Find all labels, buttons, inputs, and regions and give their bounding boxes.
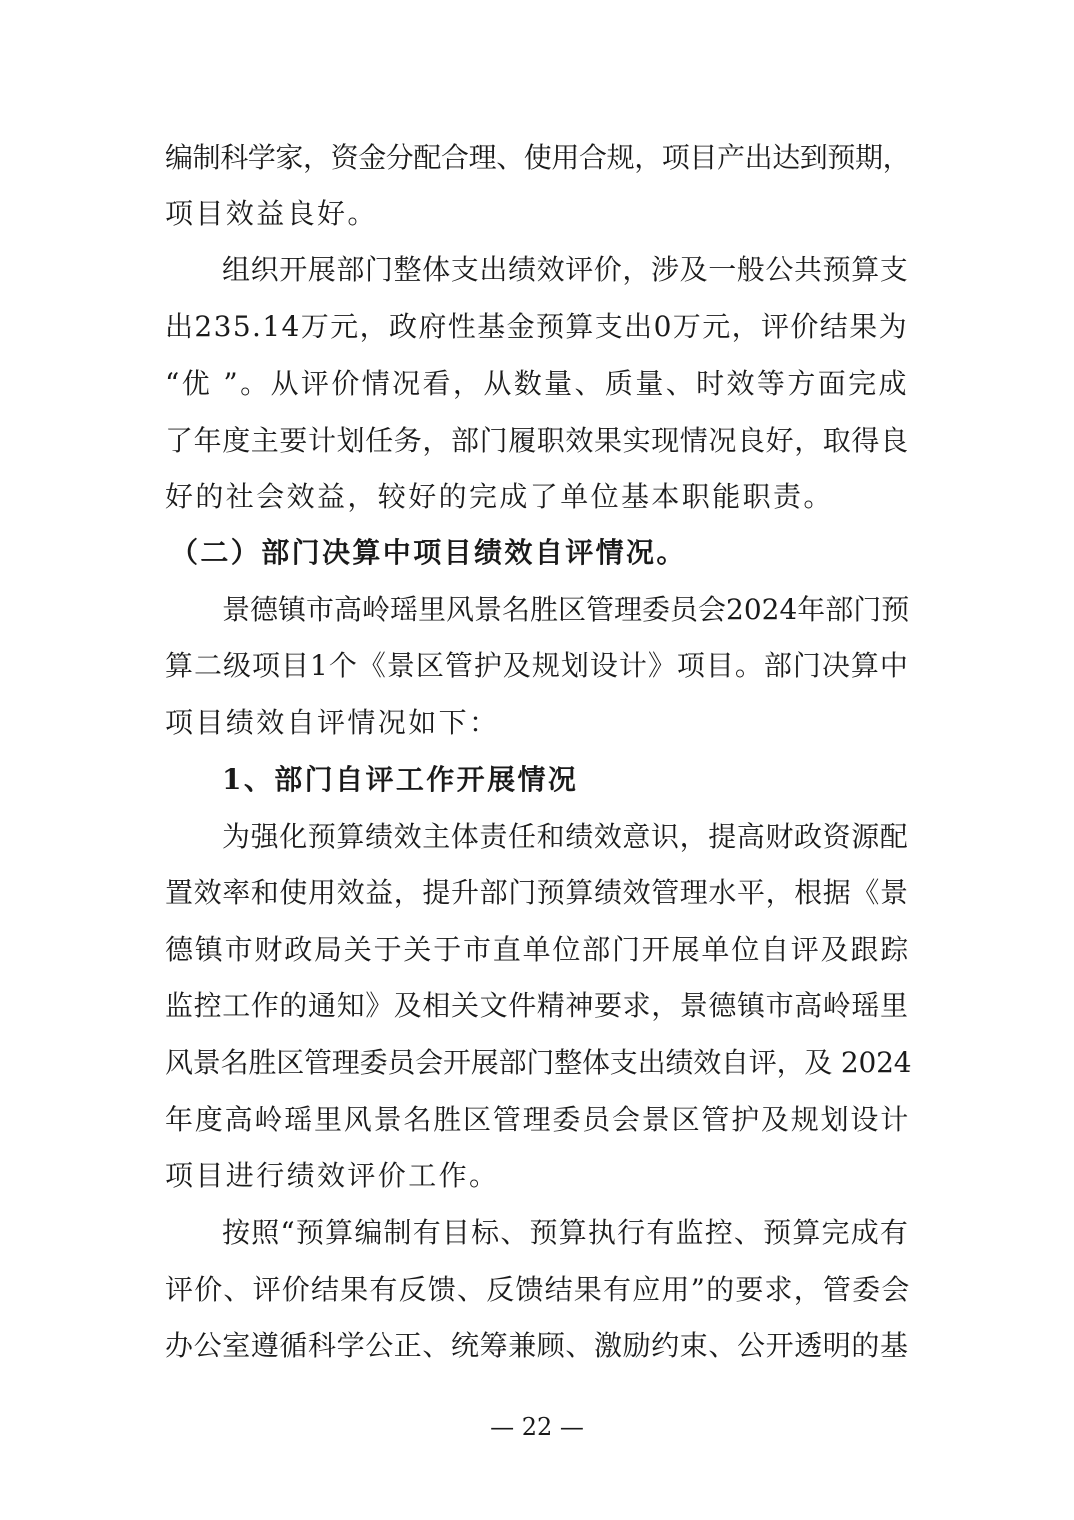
paragraph-line: 好的社会效益，较好的完成了单位基本职能职责。 (165, 480, 834, 513)
paragraph-line: 了年度主要计划任务，部门履职效果实现情况良好，取得良 (165, 424, 909, 457)
page-number: — 22 — (490, 1413, 584, 1441)
paragraph-line: 项目绩效自评情况如下： (165, 706, 500, 739)
section-heading: （二）部门决算中项目绩效自评情况。 (170, 536, 687, 569)
paragraph-line: 风景名胜区管理委员会开展部门整体支出绩效自评，及 2024 (165, 1046, 912, 1079)
paragraph-line: 组织开展部门整体支出绩效评价，涉及一般公共预算支 (222, 253, 909, 286)
paragraph-line: 为强化预算绩效主体责任和绩效意识，提高财政资源配 (222, 820, 909, 853)
paragraph-line: 德镇市财政局关于关于市直单位部门开展单位自评及跟踪 (165, 933, 911, 966)
paragraph-line: 办公室遵循科学公正、统筹兼顾、激励约束、公开透明的基 (165, 1329, 909, 1362)
paragraph-line: 按照“预算编制有目标、预算执行有监控、预算完成有 (222, 1216, 910, 1249)
paragraph-line: 置效率和使用效益，提升部门预算绩效管理水平，根据《景 (165, 876, 909, 909)
paragraph-line: 出235.14万元，政府性基金预算支出0万元，评价结果为 (165, 310, 908, 343)
paragraph-line: 年度高岭瑶里风景名胜区管理委员会景区管护及规划设计 (165, 1103, 911, 1136)
paragraph-line: 景德镇市高岭瑶里风景名胜区管理委员会2024年部门预 (222, 593, 910, 626)
paragraph-line: 项目效益良好。 (165, 197, 378, 230)
subsection-heading: 1、部门自评工作开展情况 (222, 763, 579, 796)
paragraph-line: 评价、评价结果有反馈、反馈结果有应用”的要求，管委会 (165, 1273, 911, 1306)
paragraph-line: 项目进行绩效评价工作。 (165, 1159, 500, 1192)
paragraph-line: 监控工作的通知》及相关文件精神要求，景德镇市高岭瑶里 (165, 989, 909, 1022)
paragraph-line: 算二级项目1个《景区管护及规划设计》项目。部门决算中 (165, 649, 909, 682)
paragraph-line: “优 ”。从评价情况看，从数量、质量、时效等方面完成 (165, 367, 909, 400)
paragraph-line: 编制科学家，资金分配合理、使用合规，项目产出达到预期， (165, 141, 911, 174)
